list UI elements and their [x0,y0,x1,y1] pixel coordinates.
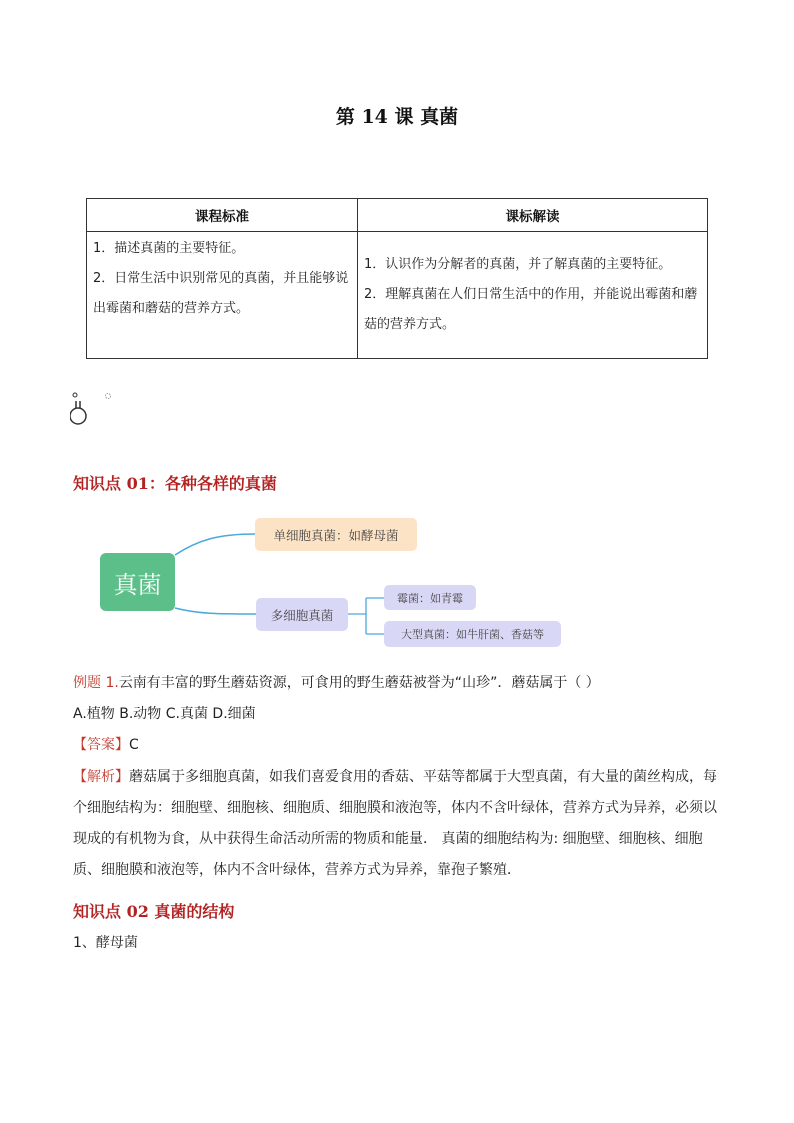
analysis-label: 【解析】 [73,769,129,785]
answer-value: C [129,737,139,753]
interpretation-line: 1．认识作为分解者的真菌，并了解真菌的主要特征。 [364,257,672,272]
answer-label: 【答案】 [73,737,129,753]
flask-icon [70,392,92,426]
example-answer [73,730,725,761]
standard-line: 1．描述真菌的主要特征。 [93,241,245,256]
fungi-mindmap [98,510,568,650]
example-analysis [73,762,725,886]
mindmap-node-multicellular: 多细胞真菌 [256,598,348,631]
section2-item: 1、酵母菌 [73,935,138,951]
example-question [73,668,725,699]
standard-line: 2．日常生活中识别常见的真菌，并且能够说出霉菌和蘑菇的营养方式。 [93,271,349,316]
section-heading-2: 知识点 02 真菌的结构 [73,902,235,921]
table-header-interpretation: 课标解读 [358,199,708,232]
example-question-text: 云南有丰富的野生蘑菇资源，可食用的野生蘑菇被誉为“山珍”．蘑菇属于（ ） [118,675,600,691]
interpretation-cell [358,232,708,359]
standard-cell [87,232,358,359]
mindmap-root: 真菌 [100,553,175,611]
standards-table [86,198,708,359]
mindmap-node-unicellular: 单细胞真菌：如酵母菌 [255,518,417,551]
interpretation-line: 2．理解真菌在人们日常生活中的作用，并能说出霉菌和蘑菇的营养方式。 [364,287,698,332]
example-number: 例题 1. [73,675,119,691]
mindmap-node-mold: 霉菌：如青霉 [384,585,476,610]
example-options: A.植物 B.动物 C.真菌 D.细菌 [73,706,256,722]
table-header-standard: 课程标准 [87,199,358,232]
sparkle-icon [104,392,112,400]
page-title: 第 14 课 真菌 [335,106,459,128]
section-heading-1: 知识点 01：各种各样的真菌 [73,474,277,493]
analysis-text: 蘑菇属于多细胞真菌，如我们喜爱食用的香菇、平菇等都属于大型真菌，有大量的菌丝构成，每个细胞结构为：细胞壁、细胞核、细胞质、细胞膜和液泡等，体内不含叶绿体，营养方式为异养，必须以现成的有机物为食，从中获得生命活动所需的物质和能量． 真菌的细胞结构为: 细胞壁、细胞核、细胞质、细胞膜和液泡等，体内不含叶绿体，营养方式为异养，靠孢子繁殖． [73,769,717,878]
mindmap-node-large-fungi: 大型真菌：如牛肝菌、香菇等 [384,621,561,647]
